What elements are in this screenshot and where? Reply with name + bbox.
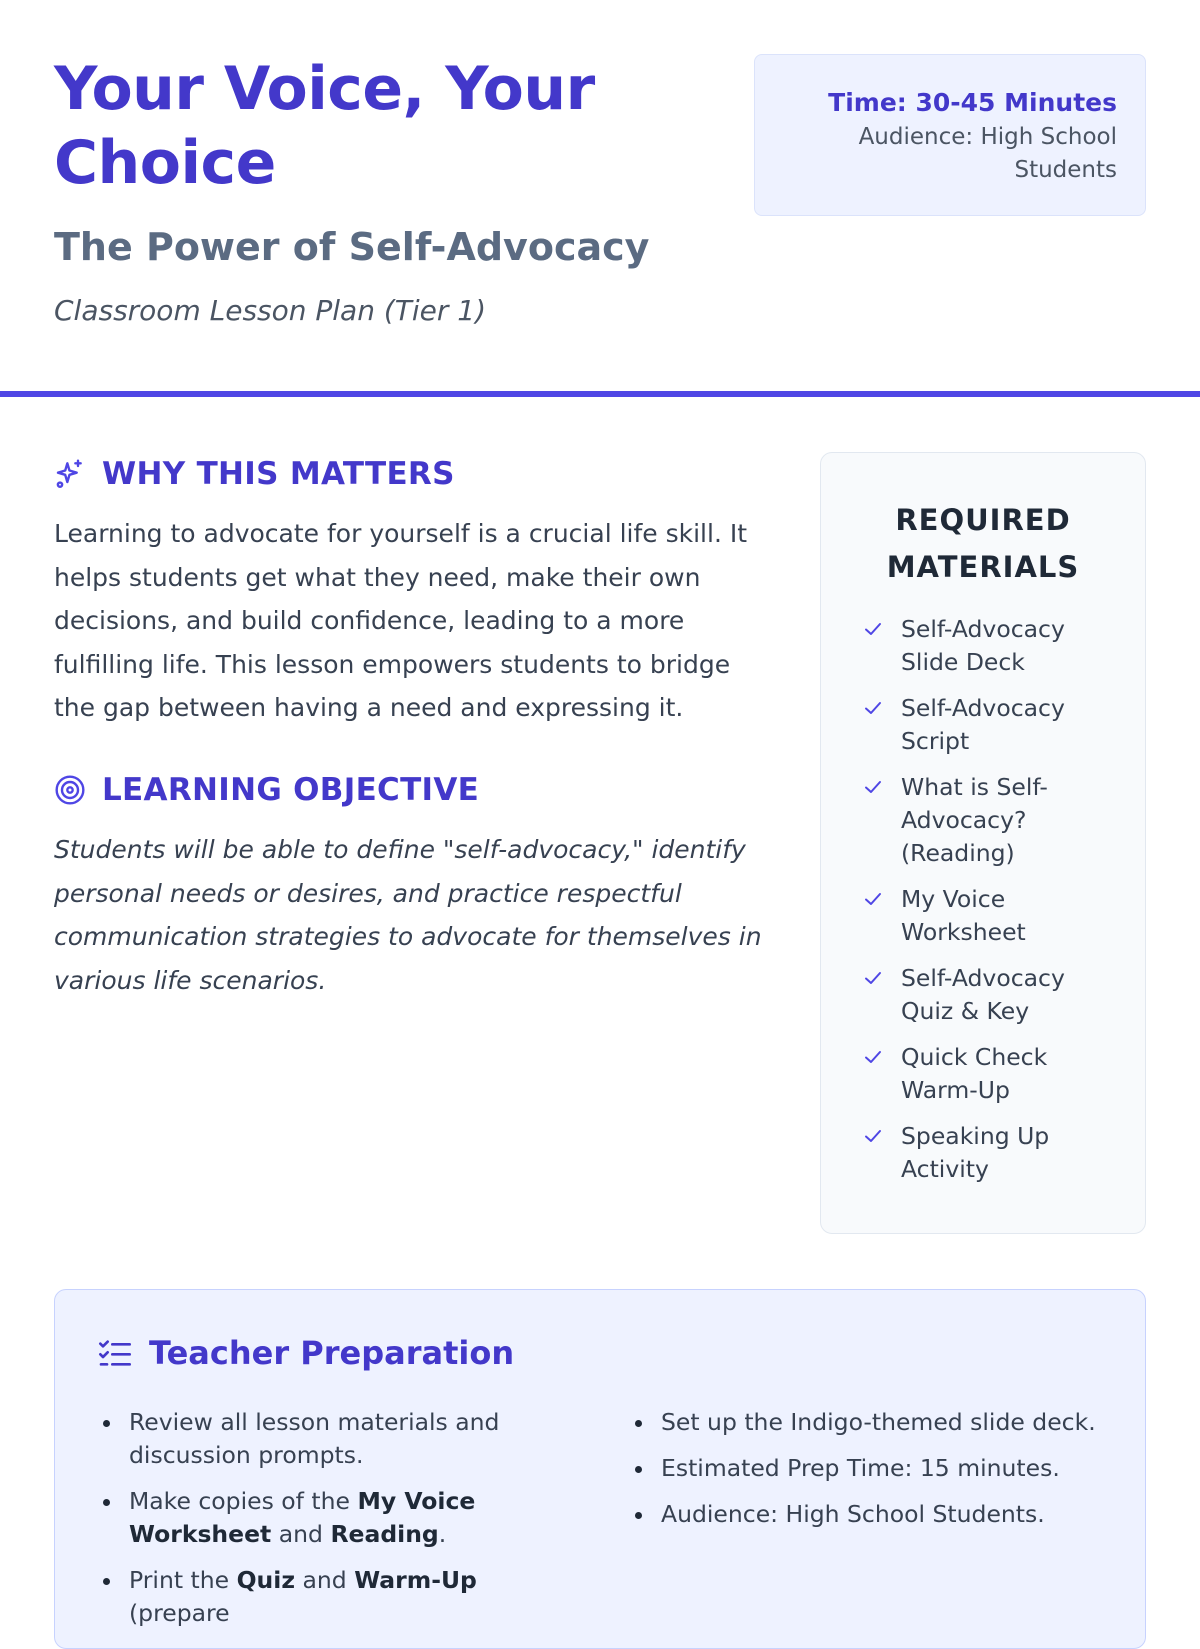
target-icon (54, 774, 86, 806)
required-materials-panel (820, 452, 1146, 1234)
why-heading-text: WHY THIS MATTERS (102, 456, 455, 492)
material-item (863, 1120, 1123, 1186)
material-item (863, 613, 1123, 679)
material-label: Self-Advocacy Script (901, 694, 1065, 755)
audience-label: Audience: High School Students (858, 124, 1117, 183)
time-estimate: Time: 30-45 Minutes (828, 88, 1117, 117)
prep-item-text: (prepare (129, 1599, 230, 1627)
prep-heading (97, 1334, 514, 1372)
check-icon (863, 777, 883, 797)
check-icon (863, 619, 883, 639)
prep-item-text: Review all lesson materials and discussion prompts. (129, 1408, 500, 1469)
prep-item: Audience: High School Students. (633, 1498, 1103, 1531)
prep-item-text: Make copies of the (129, 1487, 358, 1515)
material-label: My Voice Worksheet (901, 885, 1026, 946)
prep-item-text: . (438, 1520, 447, 1548)
prep-item-text: and (295, 1566, 355, 1594)
material-item (863, 1041, 1123, 1107)
prep-list-left (101, 1406, 561, 1643)
objective-paragraph: Students will be able to define "self-advocacy," identify personal needs or desires, and practice respectful communication strategies to advocate for themselves in various life scenarios. (54, 835, 762, 995)
plan-type-label: Classroom Lesson Plan (Tier 1) (54, 294, 487, 327)
check-icon (863, 968, 883, 988)
prep-item-bold: My Voice Worksheet (129, 1487, 476, 1548)
material-label: What is Self-Advocacy? (Reading) (901, 773, 1048, 867)
prep-item-bold: Warm-Up (354, 1566, 477, 1594)
material-item (863, 771, 1123, 870)
why-paragraph: Learning to advocate for yourself is a crucial life skill. It helps students get what they need, make their own decisions, and build confidence, leading to a more fulfilling life. This lesson empowers students to bridge the gap between having a need and expressing it. (54, 519, 748, 722)
page-subtitle: The Power of Self-Advocacy (54, 225, 650, 269)
material-label: Self-Advocacy Quiz & Key (901, 964, 1065, 1025)
check-icon (863, 1047, 883, 1067)
material-label: Self-Advocacy Slide Deck (901, 615, 1065, 676)
why-section-heading (54, 456, 455, 492)
teacher-preparation-panel (54, 1289, 1146, 1649)
material-item (863, 962, 1123, 1028)
check-icon (863, 889, 883, 909)
header-divider (0, 391, 1200, 397)
prep-item (101, 1406, 561, 1472)
checklist-icon (97, 1337, 133, 1369)
prep-item-bold: Reading (330, 1520, 439, 1548)
prep-item (101, 1564, 561, 1630)
prep-item: Estimated Prep Time: 15 minutes. (633, 1452, 1103, 1485)
sparkles-icon (54, 458, 86, 490)
prep-item (101, 1485, 561, 1551)
page-title: Your Voice, Your Choice (54, 54, 595, 198)
objective-heading-text: LEARNING OBJECTIVE (102, 772, 480, 808)
prep-item-text: Print the (129, 1566, 237, 1594)
prep-item-text: and (271, 1520, 331, 1548)
material-label: Quick Check Warm-Up (901, 1043, 1048, 1104)
materials-list (863, 613, 1123, 1199)
material-item (863, 883, 1123, 949)
materials-heading: REQUIRED MATERIALS (886, 503, 1080, 584)
check-icon (863, 1126, 883, 1146)
prep-heading-text: Teacher Preparation (149, 1334, 515, 1372)
prep-item-bold: Quiz (236, 1566, 296, 1594)
lesson-info-box (754, 54, 1146, 216)
objective-section-heading (54, 772, 479, 808)
prep-list-right (633, 1406, 1103, 1544)
prep-item: Set up the Indigo-themed slide deck. (633, 1406, 1103, 1439)
check-icon (863, 698, 883, 718)
material-label: Speaking Up Activity (901, 1122, 1050, 1183)
material-item (863, 692, 1123, 758)
lesson-header (0, 0, 1200, 391)
